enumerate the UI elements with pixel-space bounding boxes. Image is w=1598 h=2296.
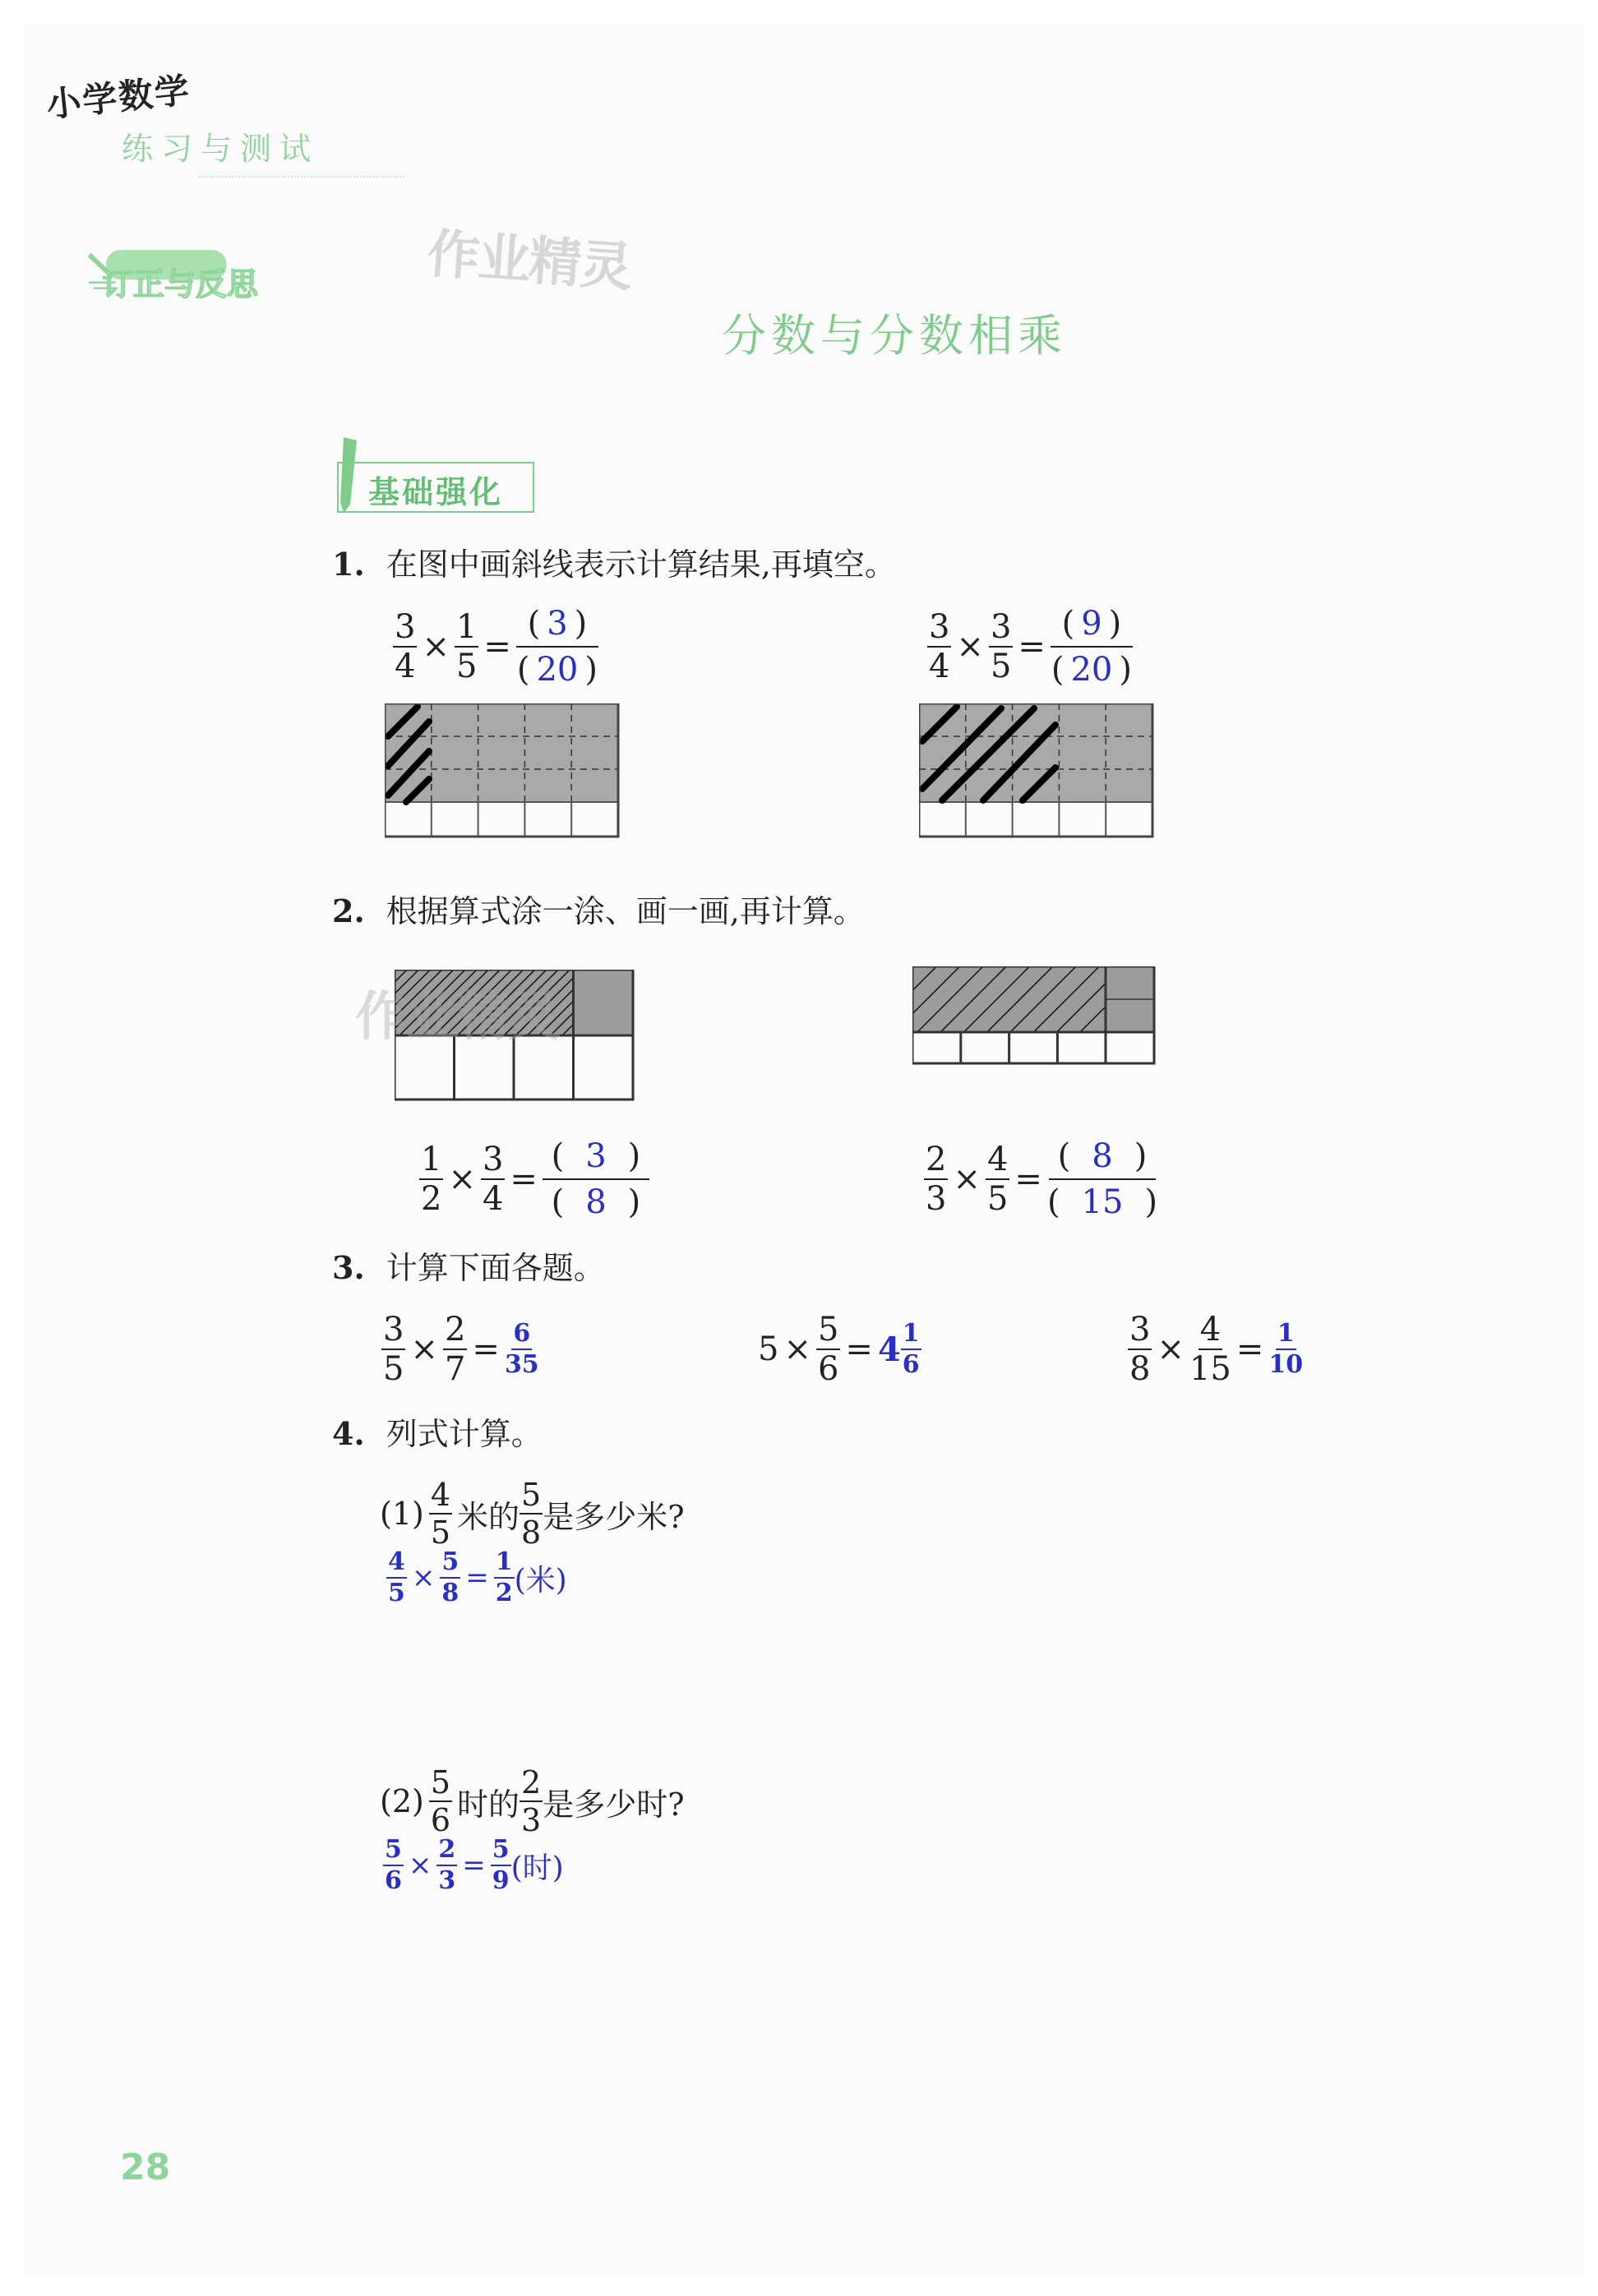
times-sign: ×	[422, 628, 450, 666]
answer-den: 35	[504, 1350, 539, 1379]
answer-num: 1	[1276, 1321, 1296, 1350]
equals-sign: =	[472, 1330, 500, 1368]
q1-right-equation	[927, 605, 1133, 689]
question-text: 列式计算。	[386, 1416, 543, 1452]
answer-num: 4	[386, 1550, 407, 1579]
whole-number: 5	[758, 1330, 779, 1368]
times-sign: ×	[408, 1849, 432, 1882]
paren: (	[1061, 605, 1075, 643]
frac-num: 3	[482, 1141, 504, 1178]
answer-num: 1	[901, 1321, 921, 1350]
times-sign: ×	[448, 1160, 476, 1198]
answer-den: 9	[492, 1866, 510, 1895]
frac-num: 2	[444, 1311, 466, 1349]
answer-unit: (米)	[514, 1563, 567, 1598]
frac-den: 4	[929, 648, 950, 685]
answer-den: 6	[385, 1866, 402, 1895]
answer-blank	[516, 605, 598, 689]
answer-den: 15	[1081, 1183, 1124, 1221]
page-number: 28	[120, 2146, 171, 2188]
q4-sub-2	[380, 1764, 685, 1838]
sub-text: 是多少米?	[543, 1498, 685, 1535]
answer-blank	[543, 1137, 649, 1221]
book-subtitle: 练习与测试	[122, 131, 320, 167]
q3-problem-3	[1128, 1311, 1304, 1388]
frac-num: 5	[521, 1477, 542, 1513]
answer-den: 2	[495, 1579, 513, 1607]
sub-text: 是多少时?	[543, 1786, 685, 1823]
equals-sign: =	[465, 1561, 489, 1594]
question-1	[332, 539, 896, 584]
paren: )	[1119, 651, 1132, 689]
question-text: 在图中画斜线表示计算结果,再填空。	[386, 546, 896, 583]
frac-num: 1	[421, 1141, 442, 1178]
paren: )	[584, 651, 598, 689]
answer-den: 20	[1070, 651, 1113, 689]
question-number: 3.	[332, 1249, 365, 1286]
frac-den: 15	[1189, 1350, 1231, 1388]
answer-num: 8	[1092, 1137, 1113, 1175]
sub-text: 时的	[457, 1786, 520, 1823]
answer-num: 6	[511, 1321, 532, 1350]
subtitle-divider	[199, 176, 404, 178]
section-label: 基础强化	[368, 474, 504, 510]
equals-sign: =	[483, 628, 511, 666]
answer-blank	[1051, 605, 1133, 689]
frac-den: 8	[1129, 1350, 1151, 1388]
times-sign: ×	[783, 1330, 811, 1368]
frac-den: 4	[395, 648, 416, 685]
frac-den: 3	[521, 1802, 542, 1838]
sub-text: 米的	[457, 1498, 520, 1535]
paren: (	[516, 651, 530, 689]
equals-sign: =	[510, 1160, 538, 1198]
q2-right-equation	[924, 1137, 1157, 1221]
frac-num: 3	[929, 608, 950, 646]
question-number: 2.	[332, 892, 365, 929]
q2-right-grid	[912, 966, 1159, 1068]
frac-den: 6	[817, 1350, 839, 1388]
frac-den: 2	[421, 1180, 442, 1218]
answer-whole: 4	[877, 1330, 901, 1369]
q1-left-equation	[393, 605, 598, 689]
paren: )	[574, 605, 588, 643]
paren: )	[1144, 1183, 1158, 1221]
q3-problem-2	[758, 1311, 921, 1388]
times-sign: ×	[410, 1330, 438, 1368]
frac-den: 5	[986, 1180, 1009, 1218]
answer-unit: (时)	[510, 1851, 564, 1885]
equals-sign: =	[845, 1330, 873, 1368]
frac-den: 3	[926, 1180, 947, 1218]
book-title: 小学数学	[44, 69, 193, 126]
paren: (	[1051, 651, 1065, 689]
question-4	[332, 1408, 543, 1454]
q1-right-grid	[919, 703, 1157, 841]
answer-den: 8	[585, 1183, 607, 1221]
frac-den: 4	[482, 1180, 504, 1218]
frac-num: 5	[430, 1764, 451, 1800]
paren: )	[1134, 1137, 1148, 1175]
paren: (	[527, 605, 541, 643]
equals-sign: =	[1235, 1330, 1264, 1368]
frac-den: 6	[430, 1802, 451, 1838]
frac-num: 2	[926, 1141, 947, 1178]
frac-den: 5	[455, 648, 478, 685]
frac-num: 4	[1199, 1311, 1222, 1349]
reflect-label: 订正与反思	[102, 266, 259, 302]
sub-label: (2)	[380, 1783, 424, 1819]
frac-num: 3	[1129, 1311, 1151, 1349]
answer-num: 1	[494, 1550, 515, 1579]
paren: )	[627, 1137, 641, 1175]
frac-num: 3	[383, 1311, 404, 1349]
paren: )	[627, 1183, 641, 1221]
answer-den: 8	[441, 1579, 460, 1607]
frac-num: 2	[521, 1764, 542, 1800]
question-text: 根据算式涂一涂、画一画,再计算。	[386, 893, 865, 929]
question-number: 1.	[332, 546, 365, 583]
answer-num: 3	[585, 1137, 607, 1175]
answer-blank	[1047, 1137, 1157, 1221]
sub-label: (1)	[380, 1496, 424, 1532]
frac-den: 5	[430, 1515, 451, 1551]
paren: (	[1046, 1183, 1060, 1221]
frac-den: 7	[444, 1350, 466, 1388]
paren: )	[1108, 605, 1122, 643]
question-number: 4.	[332, 1415, 365, 1452]
equals-sign: =	[1014, 1160, 1042, 1198]
frac-num: 3	[990, 608, 1012, 646]
frac-den: 5	[990, 648, 1012, 685]
times-sign: ×	[411, 1561, 436, 1594]
answer-num: 5	[440, 1550, 460, 1579]
paren: (	[551, 1183, 565, 1221]
answer-den: 6	[902, 1350, 920, 1379]
answer-num: 5	[491, 1837, 511, 1866]
times-sign: ×	[956, 628, 984, 666]
question-2	[332, 886, 865, 931]
frac-den: 8	[521, 1515, 542, 1551]
paren: (	[1057, 1137, 1071, 1175]
times-sign: ×	[953, 1160, 981, 1198]
page-title: 分数与分数相乘	[722, 310, 1067, 362]
q1-left-grid	[385, 703, 623, 841]
frac-num: 4	[986, 1141, 1009, 1178]
frac-den: 5	[383, 1350, 404, 1388]
frac-num: 5	[817, 1311, 839, 1349]
answer-num: 2	[436, 1837, 457, 1866]
equals-sign: =	[1018, 628, 1046, 666]
answer-den: 3	[438, 1866, 456, 1895]
times-sign: ×	[1157, 1330, 1185, 1368]
answer-den: 10	[1268, 1350, 1304, 1379]
frac-num: 4	[430, 1477, 451, 1513]
q2-left-equation	[419, 1137, 649, 1221]
paren: (	[551, 1137, 565, 1175]
answer-den: 20	[536, 651, 579, 689]
q4-sub-2-answer	[383, 1837, 564, 1893]
watermark: 作业精灵	[425, 224, 633, 299]
question-text: 计算下面各题。	[386, 1250, 605, 1286]
answer-num: 5	[383, 1837, 404, 1866]
question-3	[332, 1243, 605, 1288]
equals-sign: =	[462, 1849, 486, 1882]
answer-num: 3	[547, 605, 568, 643]
q4-sub-1	[380, 1477, 685, 1551]
q4-sub-1-answer	[386, 1547, 567, 1607]
answer-num: 9	[1081, 605, 1102, 643]
frac-num: 1	[455, 608, 478, 646]
frac-num: 3	[395, 608, 416, 646]
q3-problem-1	[381, 1311, 539, 1388]
watermark: 作业精灵	[355, 987, 559, 1048]
answer-den: 5	[388, 1579, 405, 1607]
